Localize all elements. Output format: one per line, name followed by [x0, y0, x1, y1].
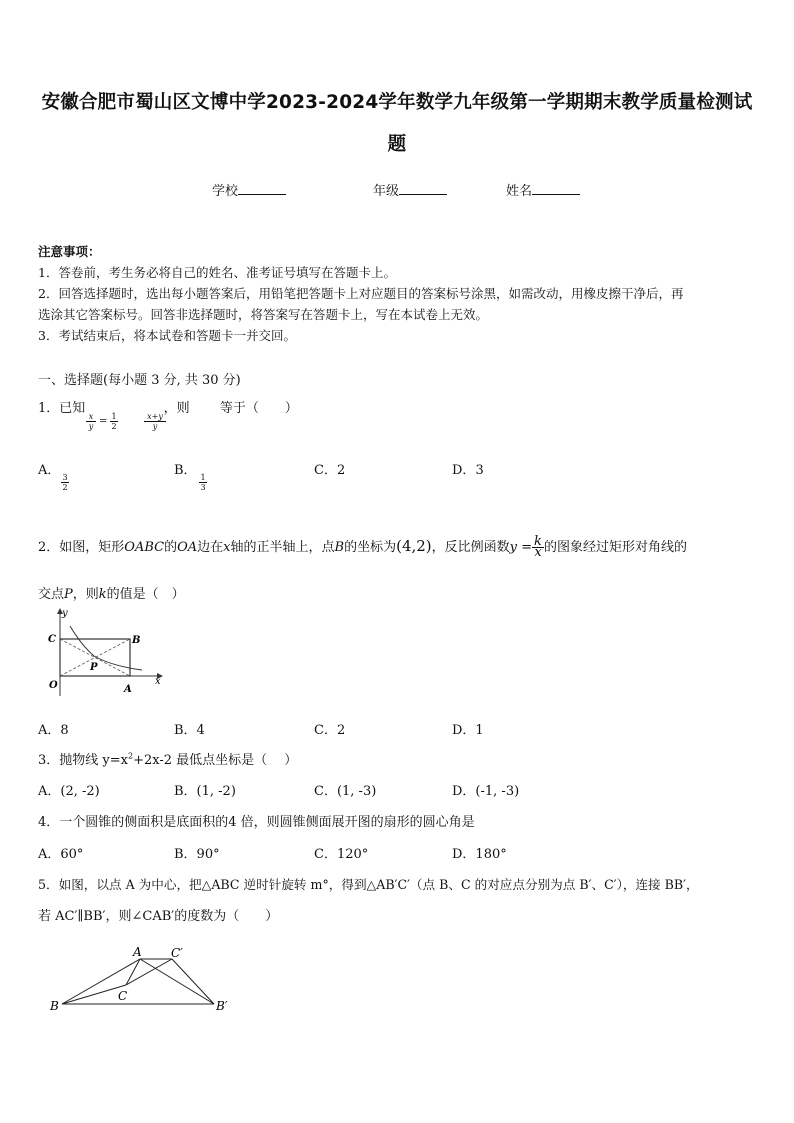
label-p: P — [90, 662, 98, 673]
q3-option-a[interactable]: A．(2, -2) — [38, 784, 100, 799]
q1-option-c[interactable]: C．2 — [314, 463, 346, 478]
q1-frac-half: 1 2 — [111, 412, 117, 431]
q1-option-b[interactable]: B． — [174, 463, 197, 478]
section-heading: 一、选择题(每小题 3 分, 共 30 分) — [38, 373, 241, 388]
label-b: B — [132, 635, 141, 646]
q1-option-b-frac: 1 3 — [200, 473, 206, 492]
q2-option-a[interactable]: A．8 — [38, 723, 69, 738]
q3-option-b[interactable]: B．(1, -2) — [174, 784, 236, 799]
q4-option-c[interactable]: C．120° — [314, 847, 369, 862]
label-c: C — [118, 989, 128, 1003]
grade-field[interactable] — [373, 180, 447, 199]
q2-option-d[interactable]: D．1 — [452, 723, 484, 738]
school-label: 学校 — [212, 184, 239, 199]
notes-item: 选涂其它答案标号。回答非选择题时，将答案写在答题卡上，写在本试卷上无效。 — [38, 307, 489, 322]
question-4: 4．一个圆锥的侧面积是底面积的4 倍，则圆锥侧面展开图的扇形的圆心角是 — [38, 815, 475, 830]
label-x: x — [155, 676, 161, 687]
grade-label: 年级 — [373, 184, 400, 199]
q4-option-a[interactable]: A．60° — [38, 847, 84, 862]
q1-option-a-frac: 3 2 — [62, 473, 68, 492]
q1-prefix: 1．已知 — [38, 401, 86, 416]
segment-c2b2 — [172, 959, 214, 1004]
q1-frac-sum: x+y y — [144, 412, 166, 431]
question-3: 3．抛物线 $y=x^2+2x-2$ 最低点坐标是（ ） — [38, 751, 298, 768]
notes-section — [38, 241, 762, 346]
q1-option-d[interactable]: D．3 — [452, 463, 484, 478]
name-field[interactable] — [506, 180, 580, 199]
school-field[interactable] — [212, 180, 286, 199]
notes-item: 1．答卷前，考生务必将自己的姓名、准考证号填写在答题卡上。 — [38, 265, 396, 280]
notes-item: 2．回答选择题时，选出每小题答案后，用铅笔把答题卡上对应题目的答案标号涂黑，如需改动，用橡皮擦干净后，再 — [38, 286, 684, 301]
q4-option-d[interactable]: D．180° — [452, 847, 507, 862]
q3-option-d[interactable]: D．(-1, -3) — [452, 784, 520, 799]
notes-heading: 注意事项： — [38, 244, 101, 259]
label-b-prime: B′ — [216, 999, 228, 1013]
label-y: y — [62, 608, 68, 619]
exam-title-cont: 题 — [387, 134, 407, 155]
q2-option-c[interactable]: C．2 — [314, 723, 346, 738]
grade-blank[interactable] — [399, 182, 447, 195]
label-b: B — [50, 999, 59, 1013]
q1-suffix: 等于（ ） — [219, 401, 298, 416]
question-5-line2: 若 AC′∥BB′，则∠CAB′的度数为（ ） — [38, 909, 279, 924]
q2-fraction-k-over-x: $\frac{k}{x}$ — [534, 534, 542, 560]
question-5-line1: 5．如图，以点 A 为中心，把△ABC 逆时针旋转 m°，得到△AB′C′（点 B、C 的对应点分别为点 B′、C′），连接 BB′， — [38, 877, 699, 892]
q5-figure — [44, 942, 244, 1018]
q2-figure — [42, 606, 167, 698]
label-o: O — [49, 680, 58, 691]
q4-option-b[interactable]: B．90° — [174, 847, 220, 862]
name-label: 姓名 — [506, 184, 533, 199]
question-2-line1: 2．如图，矩形OABC的OA边在x轴的正半轴上，点B的坐标为(4,2)，反比例函数y = $\frac{k}{x}$ 的图象经过矩形对角线的 — [38, 534, 687, 560]
q1-frac-xy: x y — [86, 412, 96, 431]
label-a: A — [133, 945, 142, 959]
name-blank[interactable] — [532, 182, 580, 195]
q1-equals: = — [99, 416, 108, 427]
label-c: C — [48, 634, 56, 645]
question-2-line2: 交点P，则k的值是（ ） — [38, 587, 185, 602]
exam-title: 安徽合肥市蜀山区文博中学2023-2024学年数学九年级第一学期期末教学质量检测试 — [41, 92, 753, 113]
label-a: A — [124, 684, 132, 695]
q1-option-a[interactable]: A． — [38, 463, 61, 478]
q1-mid: ，则 — [163, 401, 190, 416]
notes-item: 3．考试结束后，将本试卷和答题卡一并交回。 — [38, 328, 296, 343]
q3-option-c[interactable]: C．(1, -3) — [314, 784, 377, 799]
label-c-prime: C′ — [171, 946, 183, 960]
school-blank[interactable] — [238, 182, 286, 195]
q2-option-b[interactable]: B．4 — [174, 723, 205, 738]
segment-ab2 — [140, 959, 214, 1004]
segment-bc — [62, 985, 126, 1004]
